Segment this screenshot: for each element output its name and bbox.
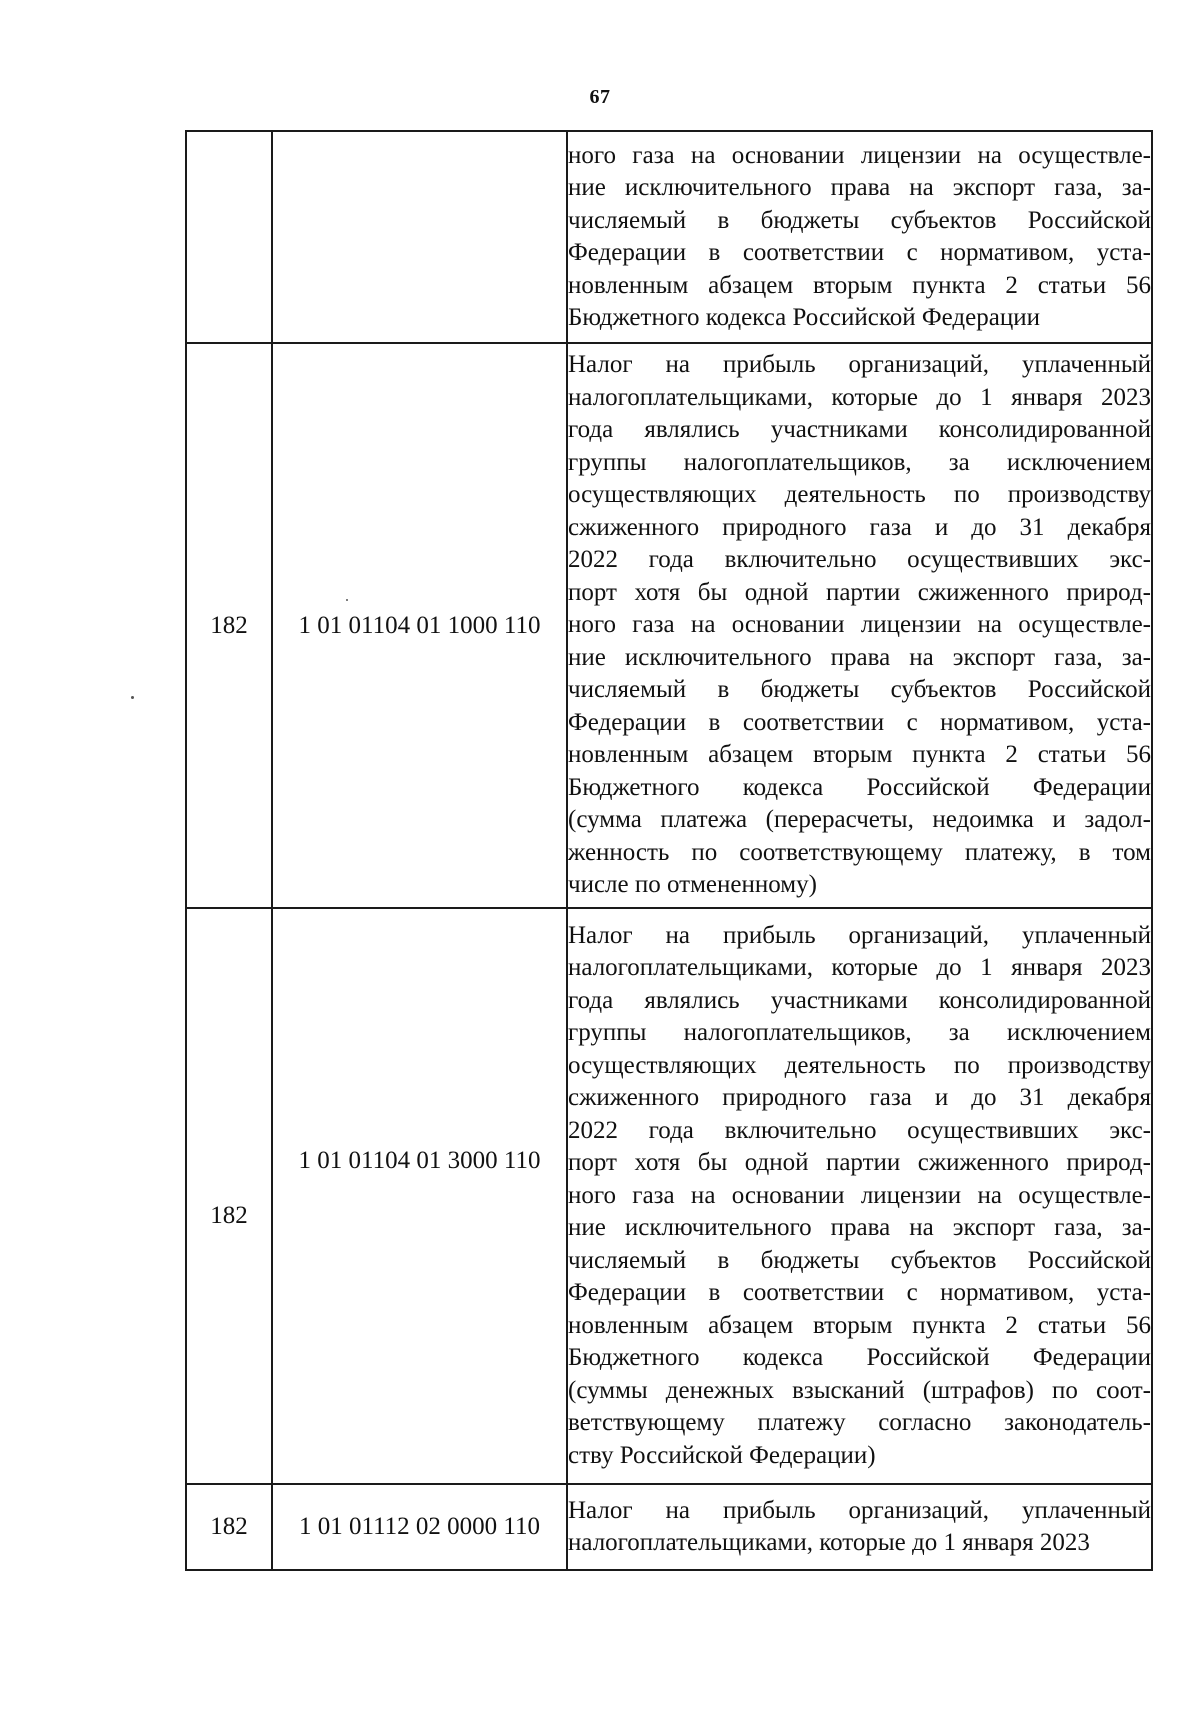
description-line: новленным абзацем вторым пункта 2 статьи 56: [568, 741, 1151, 769]
description-line: 2022 года включительно осуществивших экс-: [568, 546, 1151, 574]
description-line: числяемый в бюджеты субъектов Российской: [568, 206, 1151, 234]
table-row: [186, 908, 1152, 1484]
description-line: группы налогоплательщиков, за исключением: [568, 448, 1151, 476]
description-line: ние исключительного права на экспорт газа, за-: [568, 174, 1151, 201]
admin-code-cell: 182: [186, 343, 272, 908]
description-line: ного газа на основании лицензии на осуществле-: [568, 1181, 1151, 1209]
description-line: числяемый в бюджеты субъектов Российской: [568, 1246, 1151, 1274]
description-line: (суммы денежных взысканий (штрафов) по соот-: [568, 1376, 1151, 1404]
scan-speck: [131, 696, 134, 699]
admin-code-cell: [186, 131, 272, 343]
table-row: [186, 131, 1152, 343]
description-line: сжиженного природного газа и до 31 декабря: [568, 1084, 1151, 1112]
description-cell: [567, 908, 1152, 1484]
kbk-code-cell: 1 01 01112 02 0000 110: [272, 1484, 567, 1570]
description-line: порт хотя бы одной партии сжиженного природ-: [568, 1149, 1151, 1177]
description-line: (сумма платежа (перерасчеты, недоимка и задол-: [568, 806, 1151, 834]
description-line: налогоплательщиками, которые до 1 января 2023: [568, 954, 1151, 982]
page-number: 67: [589, 86, 611, 108]
description-line: налогоплательщиками, которые до 1 января 2023: [568, 383, 1151, 411]
description-line: ного газа на основании лицензии на осуществле-: [568, 141, 1151, 169]
description-line: Федерации в соответствии с нормативом, уста-: [568, 1279, 1151, 1307]
description-line: новленным абзацем вторым пункта 2 статьи 56: [568, 271, 1151, 299]
description-line: Федерации в соответствии с нормативом, уста-: [568, 239, 1151, 266]
description-line: женность по соответствующему платежу, в том: [568, 838, 1151, 866]
kbk-code-cell: 1 01 01104 01 3000 110: [272, 908, 567, 1484]
description-line: группы налогоплательщиков, за исключением: [568, 1019, 1151, 1047]
description-line: ние исключительного права на экспорт газа, за-: [568, 1214, 1151, 1242]
description-line: Бюджетного кодекса Российской Федерации: [568, 773, 1151, 801]
description-cell: [567, 343, 1152, 908]
description-line: года являлись участниками консолидированной: [568, 416, 1151, 444]
description-line: новленным абзацем вторым пункта 2 статьи 56: [568, 1311, 1151, 1339]
description-line: числе по отмененному): [568, 871, 817, 899]
description-line: Бюджетного кодекса Российской Федерации: [568, 1344, 1151, 1372]
description-line: ству Российской Федерации): [568, 1441, 876, 1469]
description-line: Федерации в соответствии с нормативом, уста-: [568, 708, 1151, 736]
table-row: [186, 343, 1152, 908]
table-row: [186, 1484, 1152, 1570]
description-line: сжиженного природного газа и до 31 декабря: [568, 513, 1151, 541]
description-line: 2022 года включительно осуществивших экс-: [568, 1116, 1151, 1144]
description-cell: [567, 131, 1152, 343]
kbk-code-cell: [272, 131, 567, 343]
budget-classification-table: [185, 130, 1153, 1571]
description-line: Налог на прибыль организаций, уплаченный: [568, 1496, 1151, 1524]
description-line: Налог на прибыль организаций, уплаченный: [568, 351, 1151, 379]
kbk-code-cell: 1 01 01104 01 1000 110: [272, 343, 567, 908]
admin-code-cell: 182: [186, 1484, 272, 1570]
description-line: Налог на прибыль организаций, уплаченный: [568, 921, 1151, 949]
admin-code-cell: 182: [186, 908, 272, 1484]
description-line: числяемый в бюджеты субъектов Российской: [568, 676, 1151, 704]
description-line: налогоплательщиками, которые до 1 января 2023: [568, 1529, 1090, 1556]
description-line: ветствующему платежу согласно законодатель-: [568, 1409, 1151, 1437]
description-line: ного газа на основании лицензии на осуществле-: [568, 611, 1151, 639]
description-line: осуществляющих деятельность по производству: [568, 481, 1151, 509]
description-line: осуществляющих деятельность по производству: [568, 1051, 1151, 1079]
description-cell: [567, 1484, 1152, 1570]
description-line: ние исключительного права на экспорт газа, за-: [568, 643, 1151, 671]
scan-speck: [346, 599, 348, 601]
description-line: Бюджетного кодекса Российской Федерации: [568, 304, 1040, 331]
description-line: года являлись участниками консолидированной: [568, 986, 1151, 1014]
description-line: порт хотя бы одной партии сжиженного природ-: [568, 578, 1151, 606]
